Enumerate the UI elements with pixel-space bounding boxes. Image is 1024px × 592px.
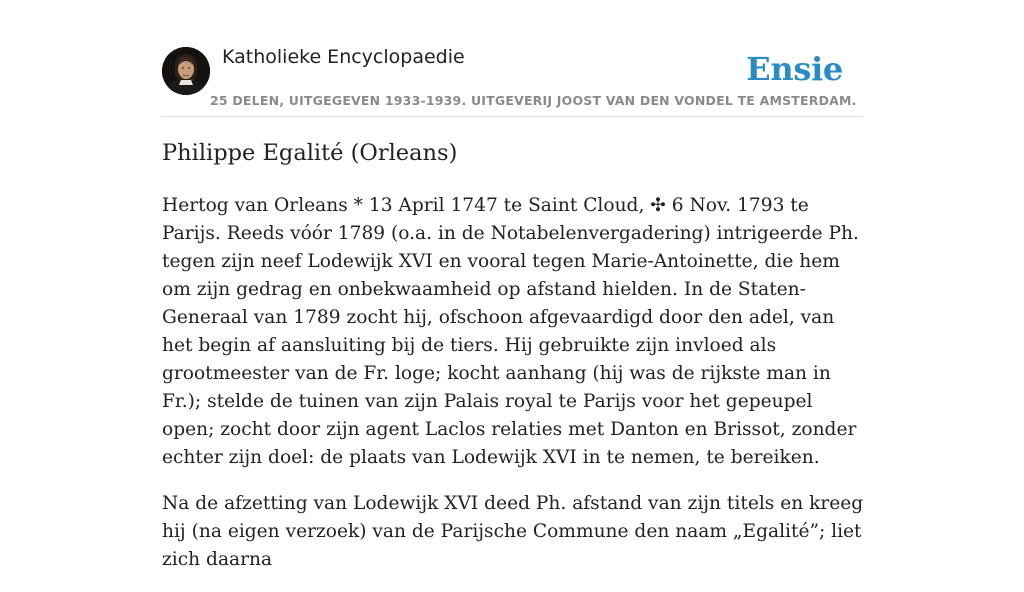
- site-title-link[interactable]: Katholieke Encyclopaedie: [222, 46, 465, 68]
- portrait-avatar-icon: [162, 47, 210, 95]
- site-header: [162, 0, 862, 117]
- article-paragraph: Hertog van Orleans * 13 April 1747 te Saint Cloud, ✣ 6 Nov. 1793 te Parijs. Reeds vóór 1789 (o.a. in de Notabelenvergadering) intrigeerde Ph. tegen zijn neef Lodewijk XVI en vooral tegen Marie-Antoinette, die hem om zijn gedrag en onbekwaamheid op afstand hielden. In de Staten-Generaal van 1789 zocht hij, ofschoon afgevaardigd door den adel, van het begin af aansluiting bij de tiers. Hij gebruikte zijn invloed als grootmeester van de Fr. loge; kocht aanhang (hij was de rijkste man in Fr.); stelde de tuinen van zijn Palais royal te Parijs voor het gepeupel open; zocht door zijn agent Laclos relaties met Danton en Brissot, zonder echter zijn doel: de plaats van Lodewijk XVI in te nemen, te bereiken.: [162, 195, 859, 468]
- brand-logo-link[interactable]: Ensie: [746, 50, 843, 88]
- article-title: Philippe Egalité (Orleans): [162, 140, 458, 166]
- article-body: [162, 192, 868, 592]
- site-subtitle: 25 DELEN, UITGEGEVEN 1933-1939. UITGEVERIJ JOOST VAN DEN VONDEL TE AMSTERDAM.: [210, 93, 857, 108]
- avatar[interactable]: [162, 47, 210, 95]
- page-container: [162, 0, 864, 570]
- article-paragraph: Na de afzetting van Lodewijk XVI deed Ph. afstand van zijn titels en kreeg hij (na eigen verzoek) van de Parijsche Commune den naam „Egalité”; liet zich daarna: [162, 493, 864, 570]
